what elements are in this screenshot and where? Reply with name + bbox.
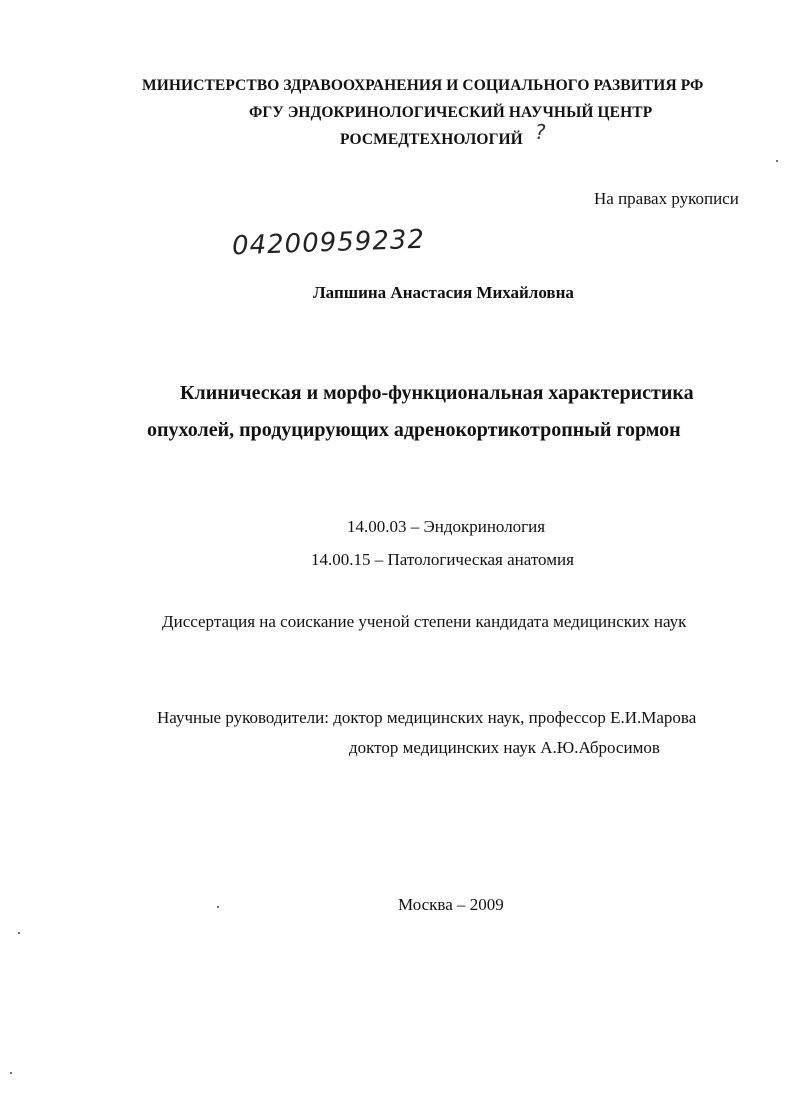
place-and-year: Москва – 2009 — [398, 895, 504, 914]
scan-speck — [217, 906, 219, 908]
specialty-pathological-anatomy: 14.00.15 – Патологическая анатомия — [311, 550, 574, 569]
supervisors-line-2: доктор медицинских наук А.Ю.Абросимов — [349, 738, 660, 757]
supervisors-line-1: Научные руководители: доктор медицинских наук, профессор Е.И.Марова — [157, 708, 697, 727]
scan-speck — [18, 932, 20, 934]
author-name: Лапшина Анастасия Михайловна — [313, 283, 574, 302]
scan-speck — [776, 160, 778, 162]
handwritten-registration-number: 04200959232 — [231, 224, 426, 262]
dissertation-title-line-2: опухолей, продуцирующих адренокортикотропный гормон — [147, 419, 681, 441]
specialty-endocrinology: 14.00.03 – Эндокринология — [347, 517, 546, 536]
agency-heading: РОСМЕДТЕХНОЛОГИЙ — [340, 131, 523, 148]
dissertation-degree-statement: Диссертация на соискание ученой степени кандидата медицинских наук — [162, 612, 687, 631]
scan-speck — [10, 1072, 12, 1074]
dissertation-title-line-1: Клиническая и морфо-функциональная характеристика — [180, 382, 694, 404]
handwritten-question-mark: ? — [535, 120, 546, 144]
rights-note: На правах рукописи — [594, 189, 739, 208]
center-heading: ФГУ ЭНДОКРИНОЛОГИЧЕСКИЙ НАУЧНЫЙ ЦЕНТР — [249, 104, 653, 121]
ministry-heading: МИНИСТЕРСТВО ЗДРАВООХРАНЕНИЯ И СОЦИАЛЬНОГО РАЗВИТИЯ РФ — [142, 77, 704, 94]
